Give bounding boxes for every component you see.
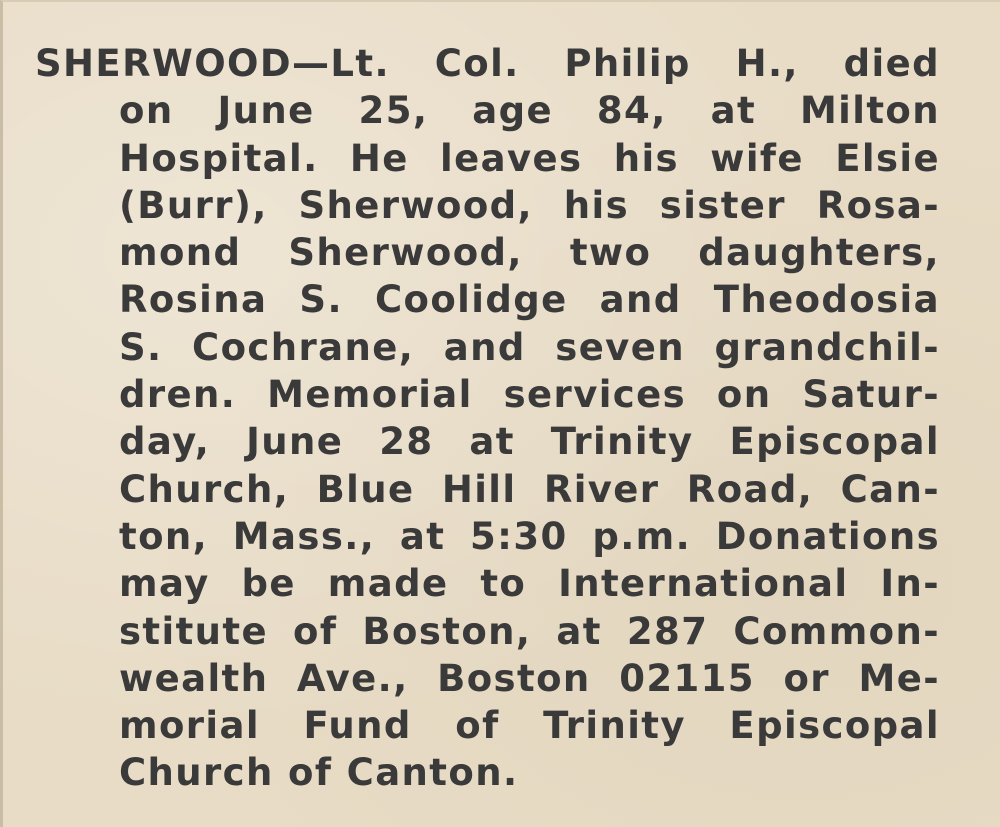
obituary-line: morial Fund of Trinity Episcopal — [119, 704, 940, 748]
obituary-line: ton, Mass., at 5:30 p.m. Donations — [119, 514, 940, 558]
obituary-line: SHERWOOD—Lt. Col. Philip H., died — [35, 42, 940, 85]
obituary-line: on June 25, age 84, at Milton — [119, 89, 940, 133]
obituary-line: (Burr), Sherwood, his sister Rosa- — [119, 183, 940, 227]
obituary-line: S. Cochrane, and seven grandchil- — [119, 325, 940, 369]
obituary-line: Hospital. He leaves his wife Elsie — [119, 136, 940, 180]
obituary-line: wealth Ave., Boston 02115 or Me- — [119, 656, 940, 700]
obituary-line: Rosina S. Coolidge and Theodosia — [119, 278, 940, 322]
obituary-line: stitute of Boston, at 287 Common- — [119, 609, 940, 653]
obituary-line: Church of Canton. — [119, 751, 519, 795]
obituary-line: may be made to International In- — [119, 562, 940, 606]
obituary-line: mond Sherwood, two daughters, — [119, 231, 940, 275]
obituary-line: Church, Blue Hill River Road, Can- — [119, 467, 940, 511]
obituary-line: dren. Memorial services on Satur- — [119, 373, 940, 417]
obituary-text — [35, 40, 940, 797]
obituary-line: day, June 28 at Trinity Episcopal — [119, 420, 940, 464]
